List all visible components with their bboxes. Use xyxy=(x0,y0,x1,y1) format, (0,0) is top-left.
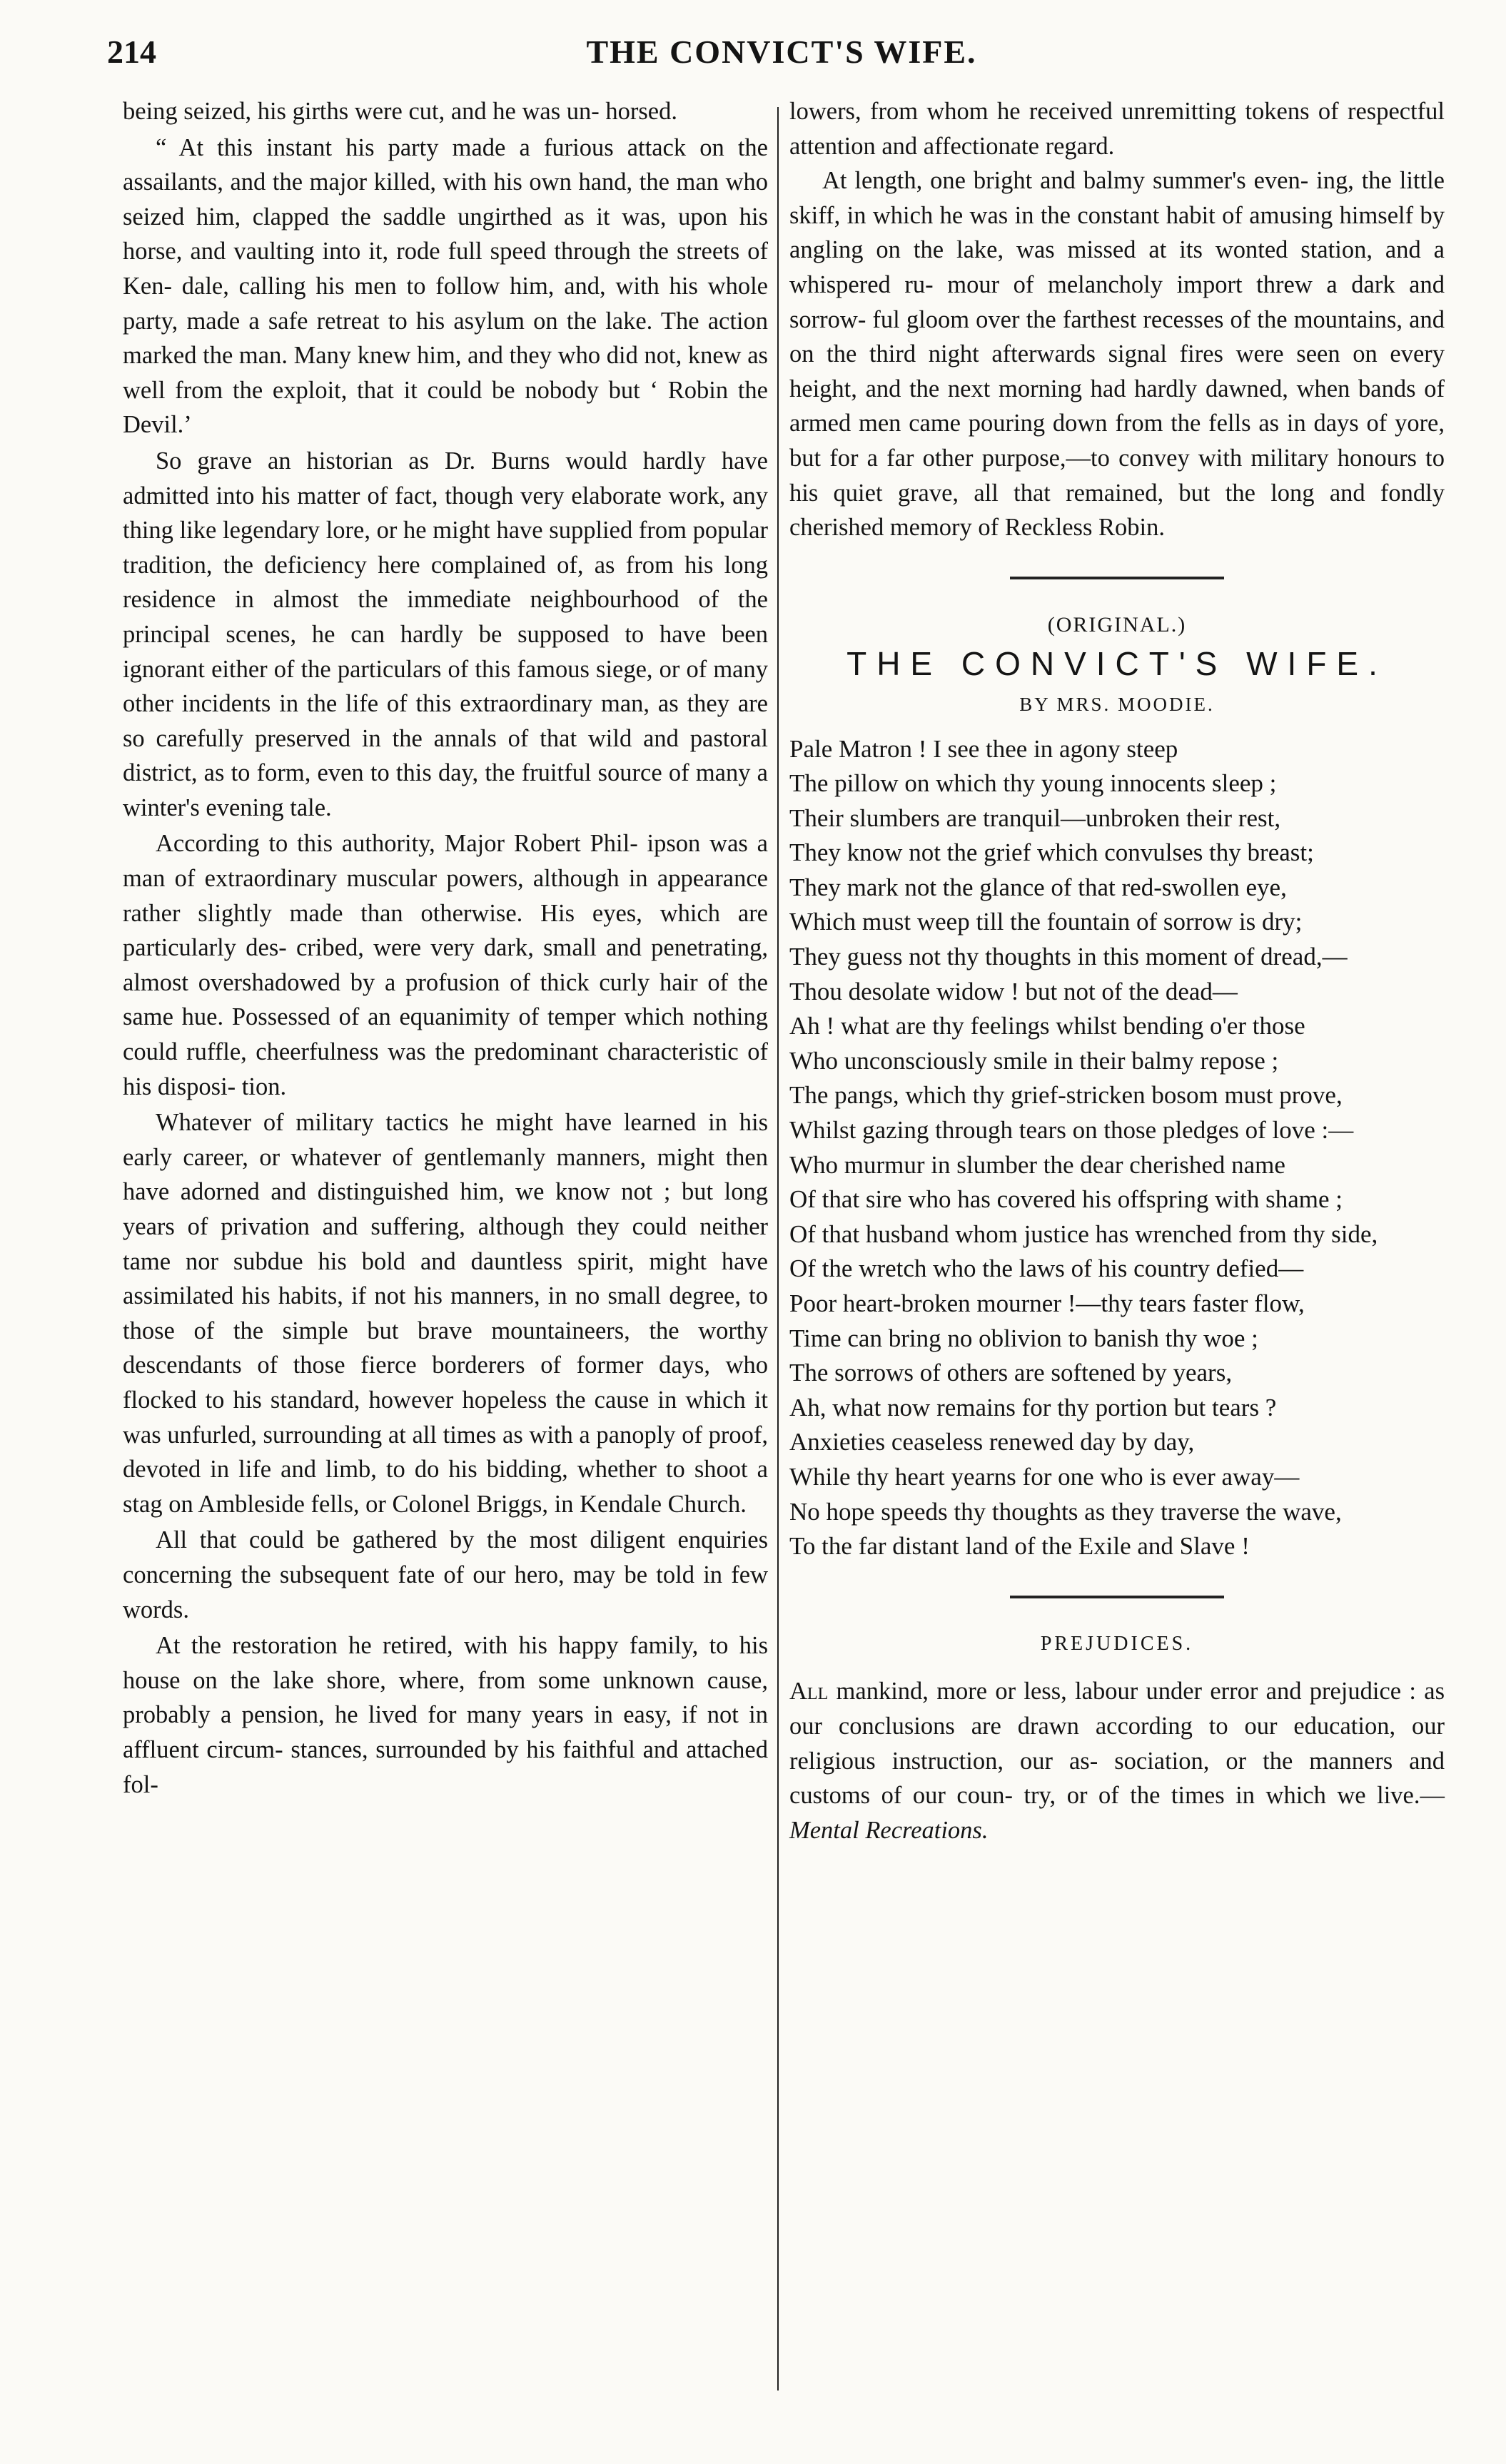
poem-title: THE CONVICT'S WIFE. xyxy=(847,645,1388,683)
poem-line: Ah, what now remains for thy portion but tears ? xyxy=(789,1393,1277,1421)
paragraph-description: According to this authority, Major Robert Phil- ipson was a man of extraordinary muscular powers, although in appearance rather slightly made than otherwise. His eyes, which are particularly des- cribed, were very dark, small and penetrating, almost overshadowed by a profusion of thick curly hair of the same hue. Possessed of an equanimity of temper which nothing could ruffle, cheerfulness was the predominant characteristic of his disposi- tion. xyxy=(123,830,768,1100)
prejudices-body: mankind, more or less, labour under error and prejudice : as our conclusions are drawn according to our education, our religious instruction, our as- sociation, or the manners and customs of our coun- try, or of the times in which we live.— xyxy=(789,1678,1445,1810)
poem-line: No hope speeds thy thoughts as they traverse the wave, xyxy=(789,1497,1342,1526)
paragraph-closing: At length, one bright and balmy summer's even- ing, the little skiff, in which he was in the constant habit of amusing himself by angling on the lake, was missed at its wonted station, and a whispered ru- mour of melancholy import threw a dark and sorrow- ful gloom over the farthest recesses of the mountains, and on the third night afterwards signal fires were seen on every height, and the next morning had hardly dawned, when bands of armed men came pouring down from the fells as in days of yore, but for a far other purpose,—to convey with military honours to his quiet grave, all that remained, but the long and fondly cherished memory of Reckless Robin. xyxy=(789,167,1445,542)
poem-line: Who murmur in slumber the dear cherished name xyxy=(789,1150,1285,1179)
paragraph-followers: lowers, from whom he received unremitting tokens of respectful attention and affectionate regard. xyxy=(789,98,1445,160)
poem-line: Of that husband whom justice has wrenched from thy side, xyxy=(789,1220,1378,1248)
original-label: (ORIGINAL.) xyxy=(1047,612,1187,637)
poem-line: Whilst gazing through tears on those pledges of love :— xyxy=(789,1116,1354,1145)
poem-line: Anxieties ceaseless renewed day by day, xyxy=(789,1428,1195,1456)
paragraph-continuation: being seized, his girths were cut, and he was un- horsed. xyxy=(123,98,677,125)
paragraph-military: Whatever of military tactics he might have learned in his early career, or whatever of gentlemanly manners, might then have adorned and distinguished him, we know not ; but long years of privation and suffering, although they could neither tame nor subdue his bold and dauntless spirit, might have assimilated his habits, if not his manners, in no small degree, to those of the simple but brave mountaineers, the worthy descendants of those fierce borderers of former days, who flocked to his standard, however hopeless the cause in which it was unfurled, surrounding at all times as with a panoply of proof, devoted in life and limb, to do his bidding, whether to shoot a stag on Ambleside fells, or Colonel Briggs, in Kendale Church. xyxy=(123,1109,768,1518)
poem-line: Of that sire who has covered his offspring with shame ; xyxy=(789,1185,1343,1214)
page-header xyxy=(107,27,1456,78)
page-number: 214 xyxy=(107,34,156,70)
poem-line: Ah ! what are thy feelings whilst bending o'er those xyxy=(789,1012,1305,1040)
poem-line: Their slumbers are tranquil—unbroken their rest, xyxy=(789,803,1281,832)
left-column xyxy=(123,94,768,1803)
poem-line: They mark not the glance of that red-swollen eye, xyxy=(789,873,1287,901)
paragraph-restoration: At the restoration he retired, with his happy family, to his house on the lake shore, where, from some unknown cause, probably a pension, he lived for many years in easy, if not in affluent circum- stances, surrounded by his faithful and attached fol- xyxy=(123,1632,768,1798)
paragraph-enquiries: All that could be gathered by the most diligent enquiries concerning the subsequent fate of our hero, may be told in few words. xyxy=(123,1526,768,1623)
running-title: THE CONVICT'S WIFE. xyxy=(586,34,977,70)
section-divider xyxy=(1010,1596,1224,1598)
paragraph-quote: “ At this instant his party made a furious attack on the assailants, and the major killed, with his own hand, the man who seized him, clapped the saddle ungirthed as it was, upon his horse, and vaulting into it, rode full speed through the streets of Ken- dale, calling his men to follow him, and, with his whole party, made a safe retreat to his asylum on the lake. The action marked the man. Many knew him, and they who did not, knew as well from the exploit, that it could be nobody but ‘ Robin the Devil.’ xyxy=(123,133,768,439)
poem-body xyxy=(789,732,1445,1564)
poem-line: Poor heart-broken mourner !—thy tears faster flow, xyxy=(789,1289,1305,1317)
poem-line: The pillow on which thy young innocents sleep ; xyxy=(789,769,1277,798)
poem-line: To the far distant land of the Exile and Slave ! xyxy=(789,1532,1250,1561)
prejudices-title: PREJUDICES. xyxy=(1040,1632,1194,1655)
prejudices-lead: All xyxy=(789,1678,829,1705)
poem-line: Which must weep till the fountain of sorrow is dry; xyxy=(789,908,1303,936)
poem-line: Of the wretch who the laws of his country defied— xyxy=(789,1254,1304,1283)
prejudices-source: Mental Recreations. xyxy=(789,1816,989,1844)
poem-line: The sorrows of others are softened by years, xyxy=(789,1359,1233,1387)
poem-line: They guess not thy thoughts in this moment of dread,— xyxy=(789,943,1348,971)
section-divider xyxy=(1010,577,1224,579)
poem-line: The pangs, which thy grief-stricken bosom must prove, xyxy=(789,1081,1343,1110)
column-divider xyxy=(777,107,779,2391)
right-column xyxy=(789,94,1445,1847)
poem-line: While thy heart yearns for one who is ever away— xyxy=(789,1462,1300,1491)
poem-line: Thou desolate widow ! but not of the dead— xyxy=(789,977,1238,1005)
paragraph-historian: So grave an historian as Dr. Burns would hardly have admitted into his matter of fact, though very elaborate work, any thing like legendary lore, or he might have supplied from popular tradition, the deficiency here complained of, as from his long residence in almost the immediate neighbourhood of the principal scenes, he can hardly be supposed to have been ignorant either of the particulars of this famous siege, or of many other incidents in the life of this extraordinary man, as they are so carefully preserved in the annals of that wild and pastoral district, as to form, even to this day, the fruitful source of many a winter's evening tale. xyxy=(123,447,768,821)
poem-line: They know not the grief which convulses thy breast; xyxy=(789,838,1314,867)
poem-line: Who unconsciously smile in their balmy repose ; xyxy=(789,1046,1279,1075)
poem-byline: BY MRS. MOODIE. xyxy=(1019,693,1215,715)
poem-line: Pale Matron ! I see thee in agony steep xyxy=(789,734,1178,763)
prejudices-paragraph xyxy=(789,1674,1445,1847)
poem-line: Time can bring no oblivion to banish thy woe ; xyxy=(789,1324,1258,1352)
